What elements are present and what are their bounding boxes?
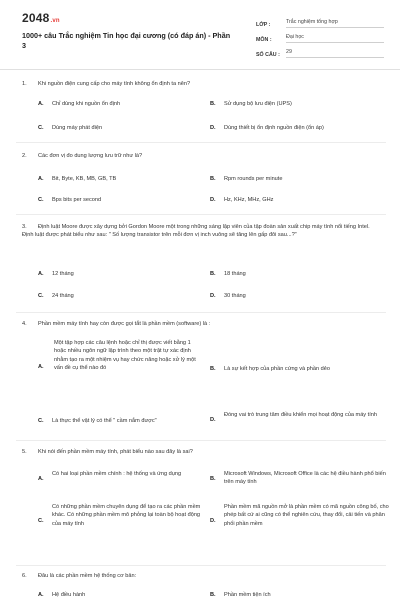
option-letter: A. <box>38 176 44 182</box>
option-letter: D. <box>210 197 216 203</box>
option-b[interactable] <box>210 270 385 278</box>
meta-key-subject: MÔN : <box>256 37 272 43</box>
option-text: 18 tháng <box>224 271 246 277</box>
question-body: Các đơn vị đo dung lượng lưu trữ như là? <box>38 153 143 159</box>
option-letter: C. <box>38 293 44 299</box>
question-divider <box>16 565 386 566</box>
option-letter: B. <box>210 366 216 372</box>
option-text: Là sự kết hợp của phần cứng và phần dẻo <box>224 366 331 372</box>
option-c[interactable] <box>38 196 198 204</box>
option-c[interactable] <box>38 417 203 425</box>
option-letter: D. <box>210 518 216 524</box>
meta-key-count: SỐ CÂU : <box>256 52 280 58</box>
option-c[interactable] <box>38 124 198 132</box>
logo-main-text: 2048 <box>22 11 50 25</box>
question-number: 3. <box>22 224 27 230</box>
option-letter: C. <box>38 418 44 424</box>
question-text <box>22 152 382 160</box>
option-letter: B. <box>210 476 216 482</box>
option-text: Bit, Byte, KB, MB, GB, TB <box>52 176 117 182</box>
option-d[interactable] <box>210 503 390 528</box>
option-letter: D. <box>210 125 216 131</box>
option-d[interactable] <box>210 292 385 300</box>
option-letter: B. <box>210 592 216 598</box>
option-d[interactable] <box>210 124 390 132</box>
option-letter: C. <box>38 125 44 131</box>
question-body: Định luật Moore được xây dựng bởi Gordon Moore một trong những sáng lập viên của tập đoàn sản xuất chip máy tính nổi tiếng Intel. Định luật được phát biểu như sau: " Số lượng transistor trên mỗi đơn vị inch vuông sẽ tăng lên gấp đôi sau...?" <box>22 224 370 239</box>
option-a[interactable] <box>38 100 198 108</box>
option-letter: A. <box>38 101 44 107</box>
option-letter: A. <box>38 364 44 370</box>
option-b[interactable] <box>210 470 390 487</box>
option-a[interactable] <box>38 339 198 373</box>
option-text: Một tập hợp các câu lệnh hoặc chỉ thị được viết bằng 1 hoặc nhiều ngôn ngữ lập trình theo một trật tự xác định nhằm tạo ra một nhiệm vụ hay chức năng hoặc xử lý một vấn đề cụ thể nào đó <box>54 340 196 372</box>
option-text: Phần mềm tiện ích <box>224 592 271 598</box>
question-divider <box>16 214 386 215</box>
option-letter: B. <box>210 176 216 182</box>
option-a[interactable] <box>38 591 198 599</box>
document-title: 1000+ câu Trắc nghiệm Tin học đại cương (có đáp án) - Phần 3 <box>22 31 231 50</box>
question-body: Khi nói đến phần mềm máy tính, phát biểu nào sau đây là sai? <box>38 449 193 455</box>
option-text: Hz, KHz, MHz, GHz <box>224 197 274 203</box>
option-letter: C. <box>38 518 44 524</box>
question-number: 2. <box>22 153 27 159</box>
question-text <box>22 572 382 580</box>
question-divider <box>16 312 386 313</box>
option-letter: C. <box>38 197 44 203</box>
meta-row-subject <box>256 28 384 43</box>
option-b[interactable] <box>210 100 385 108</box>
question-divider <box>16 440 386 441</box>
option-text: 12 tháng <box>52 271 74 277</box>
site-logo[interactable] <box>22 11 60 25</box>
option-b[interactable] <box>210 591 385 599</box>
option-text: Có hai loại phần mềm chính : hệ thống và ứng dụng <box>52 471 182 477</box>
logo-tld-text: .vn <box>50 18 60 24</box>
option-letter: A. <box>38 592 44 598</box>
option-text: Dùng thiết bị ổn định nguồn điện (ổn áp) <box>224 125 324 131</box>
question-body: Phần mềm máy tính hay còn được gọi tắt là phần mềm (software) là : <box>38 321 211 327</box>
question-text <box>22 320 382 328</box>
meta-value-count: 29 <box>286 49 384 58</box>
option-letter: D. <box>210 293 216 299</box>
question-number: 6. <box>22 573 27 579</box>
question-text <box>22 223 380 239</box>
option-c[interactable] <box>38 503 203 528</box>
option-letter: B. <box>210 271 216 277</box>
option-text: Là thực thể vật lý có thể " cầm nắm được" <box>52 418 157 424</box>
option-text: 24 tháng <box>52 293 74 299</box>
option-text: Chỉ dùng khi nguồn ổn định <box>52 101 121 107</box>
option-letter: D. <box>210 417 216 423</box>
option-text: 30 tháng <box>224 293 246 299</box>
option-letter: A. <box>38 476 44 482</box>
question-number: 4. <box>22 321 27 327</box>
meta-key-class: LỚP : <box>256 22 271 28</box>
question-text <box>22 448 382 456</box>
meta-value-subject: Đại học <box>286 34 384 43</box>
option-text: Rpm rounds per minute <box>224 176 283 182</box>
question-body: Đâu là các phần mềm hệ thống cơ bản: <box>38 573 137 579</box>
option-text: Đóng vai trò trung tâm điều khiển mọi hoạt động của máy tính <box>224 412 377 418</box>
option-text: Có những phần mềm chuyên dụng để tạo ra các phần mềm khác. Có những phần mềm mô phỏng lại toàn bộ hoạt động của máy tính <box>52 504 201 527</box>
document-meta <box>256 13 384 58</box>
option-a[interactable] <box>38 270 198 278</box>
meta-value-class: Trắc nghiệm tổng hợp <box>286 19 384 28</box>
question-body: Khi nguồn điện cung cấp cho máy tính không ổn định ta nên? <box>38 81 191 87</box>
meta-row-class <box>256 13 384 28</box>
option-b[interactable] <box>210 175 385 183</box>
option-d[interactable] <box>210 196 385 204</box>
option-text: Sử dụng bộ lưu điện (UPS) <box>224 101 292 107</box>
option-letter: B. <box>210 101 216 107</box>
option-text: Phần mềm mã nguồn mở là phần mềm có mã nguồn công bố, cho phép bất cứ ai cũng có thể nghiên cứu, thay đổi, cải tiến và phân phối phần mềm <box>224 504 389 527</box>
option-a[interactable] <box>38 175 198 183</box>
option-b[interactable] <box>210 365 390 373</box>
option-text: Microsoft Windows, Microsoft Office là các hệ điều hành phổ biến trên máy tính <box>224 471 386 486</box>
question-text <box>22 80 382 88</box>
option-letter: A. <box>38 271 44 277</box>
question-number: 1. <box>22 81 27 87</box>
option-d[interactable] <box>210 411 390 424</box>
option-a[interactable] <box>38 470 203 483</box>
option-text: Bps bits per second <box>52 197 102 203</box>
meta-row-count <box>256 43 384 58</box>
document-header <box>0 0 400 70</box>
option-c[interactable] <box>38 292 198 300</box>
option-text: Dùng máy phát điện <box>52 125 103 131</box>
question-divider <box>16 142 386 143</box>
option-text: Hệ điều hành <box>52 592 86 598</box>
question-number: 5. <box>22 449 27 455</box>
